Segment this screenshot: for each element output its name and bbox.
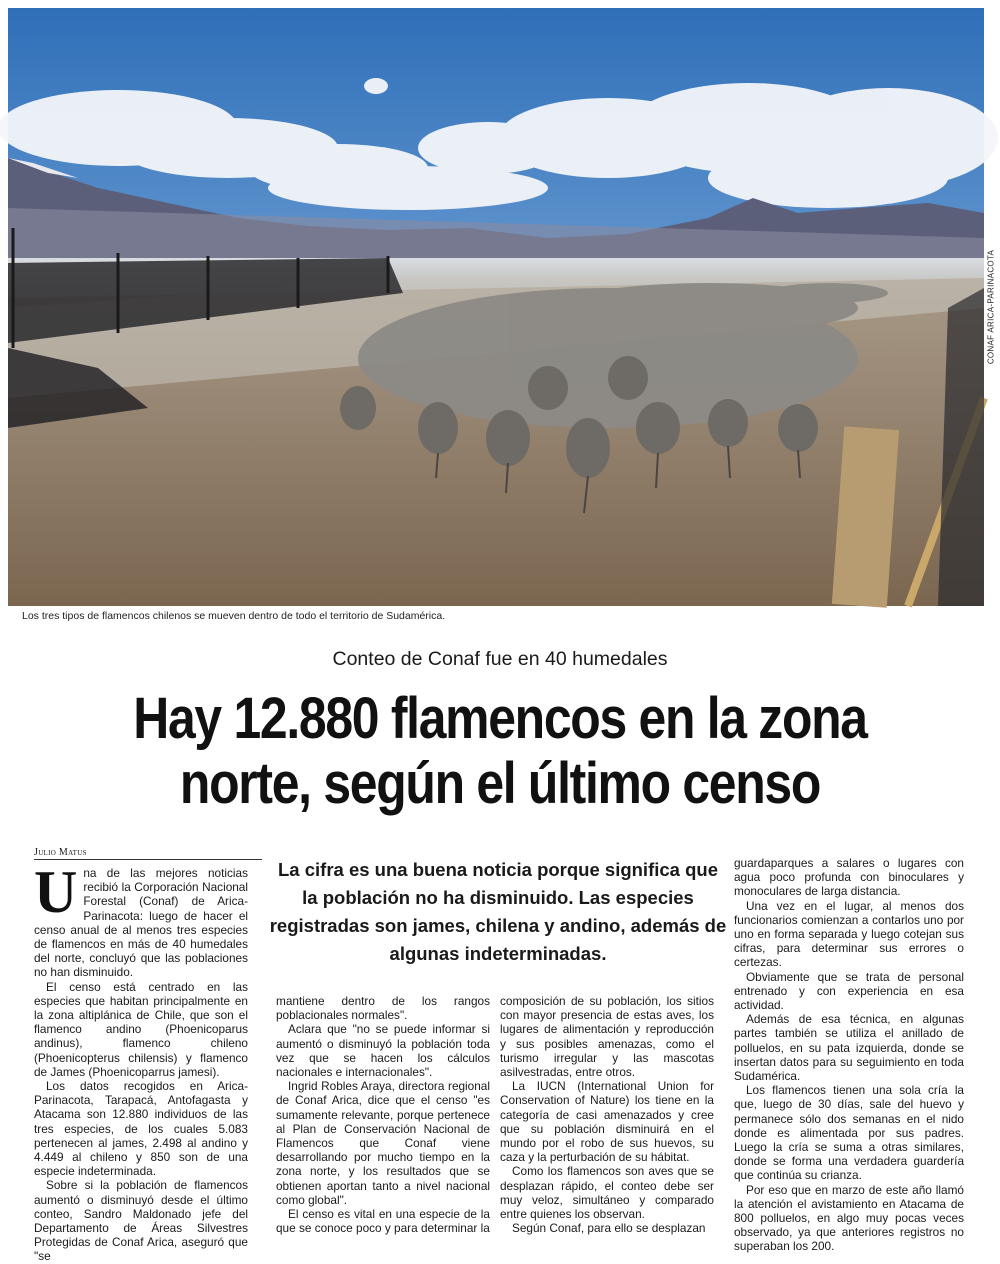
paragraph: mantiene dentro de los rangos poblacionales normales".: [276, 994, 490, 1023]
paragraph: Aclara que "no se puede informar si aumentó o disminuyó la población toda vez que se hacen los cálculos nacionales e internacionales".: [276, 1022, 490, 1080]
paragraph: Además de esa técnica, en algunas partes también se utiliza el anillado de polluelos, en su pata izquierda, donde se insertan datos para su seguimiento en toda Sudamérica.: [734, 1012, 964, 1084]
paragraph: Obviamente que se trata de personal entrenado y con experiencia en esa actividad.: [734, 969, 964, 1013]
paragraph: Como los flamencos son aves que se desplazan rápido, el conteo debe ser muy veloz, simultáneo y comparado entre quienes los observan.: [500, 1164, 714, 1222]
article-column-4: [734, 856, 964, 1254]
paragraph: Los datos recogidos en Arica-Parinacota, Tarapacá, Antofagasta y Atacama son 12.880 individuos de las tres especies, de los cuales 5.083 pertenecen al james, 2.498 al andino y 4.449 al chileno y 850 son de una especie indeterminada.: [34, 1079, 248, 1179]
headline-line-2: norte, según el último censo: [179, 751, 821, 816]
article-column-1: [34, 859, 248, 1264]
paragraph: Según Conaf, para ello se desplazan: [512, 1221, 706, 1236]
flamingo-photo-illustration: [8, 8, 984, 606]
paragraph: Ingrid Robles Araya, directora regional de Conaf Arica, dice que el censo "es sumamente relevante, porque pertenece al Plan de Conservación Nacional de Flamencos que Conaf viene desarrollando por mucho tiempo en la zona norte, y los resultados que se obtienen aportan tanto a nivel nacional como global".: [276, 1079, 490, 1207]
article-photo: [8, 8, 984, 606]
photo-caption: Los tres tipos de flamencos chilenos se mueven dentro de todo el territorio de Sudamérica.: [22, 610, 446, 622]
paragraph: El censo es vital en una especie de la que se conoce poco y para determinar la: [276, 1207, 490, 1236]
paragraph: La IUCN (International Union for Conservation of Nature) los tiene en la categoría de casi amenazados y cree que su población disminuirá en el mundo por el robo de sus huevos, su caza y la perturbación de su hábitat.: [500, 1079, 714, 1165]
drop-cap: U: [34, 859, 78, 925]
paragraph: Por eso que en marzo de este año llamó la atención el avistamiento en Atacama de 800 polluelos, en algo muy pocas veces observado, ya que anteriores registros no superaban los 200.: [734, 1182, 964, 1254]
paragraph: Una vez en el lugar, al menos dos funcionarios comienzan a contarlos uno por uno en forma separada y luego cotejan sus cifras, para determinar sus errores o certezas.: [734, 898, 964, 970]
paragraph: composición de su población, los sitios con mayor presencia de estas aves, los lugares de alimentación y reproducción y sus posibles amenazas, como el turismo irregular y las mascotas asilvestradas, entre otros.: [500, 994, 714, 1080]
headline-line-1: Hay 12.880 flamencos en la zona: [133, 686, 867, 751]
article-column-2: [276, 994, 490, 1236]
photo-credit: CONAF ARICA-PARINACOTA: [986, 249, 996, 365]
paragraph: guardaparques a salares o lugares con agua poco profunda con binoculares y monoculares de larga distancia.: [734, 856, 964, 899]
kicker: Conteo de Conaf fue en 40 humedales: [332, 648, 668, 670]
byline: Julio Matus: [34, 847, 262, 860]
paragraph: na de las mejores noticias recibió la Corporación Nacional Forestal (Conaf) de Arica-Parinacota: luego de hacer el censo anual de al menos tres especies de flamencos en más de 40 humedales del norte, concluyó que las poblaciones no han disminuido.: [34, 866, 248, 980]
deck-subhead: La cifra es una buena noticia porque significa que la población no ha disminuido. Las especies registradas son james, chilena y andino, además de algunas indeterminadas.: [269, 859, 727, 964]
paragraph: Sobre si la población de flamencos aumentó o disminuyó desde el último conteo, Sandro Maldonado jefe del Departamento de Áreas Silvestres Protegidas de Conaf Arica, aseguró que "se: [34, 1178, 248, 1264]
article-column-3: [500, 994, 714, 1236]
headline: [87, 686, 913, 816]
paragraph: Los flamencos tienen una sola cría la que, luego de 30 días, sale del huevo y permanece sólo dos semanas en el nido donde es alimentada por sus padres. Luego la cría se suma a otras similares, donde se forma una verdadera guardería que continúa su crianza.: [734, 1083, 964, 1183]
paragraph: El censo está centrado en las especies que habitan principalmente en la zona altiplánica de Chile, que son el flamenco andino (Phoenicoparus andinus), flamenco chileno (Phoenicopterus chilensis) y flamenco de James (Phoenicoparrus jamesi).: [34, 979, 248, 1079]
